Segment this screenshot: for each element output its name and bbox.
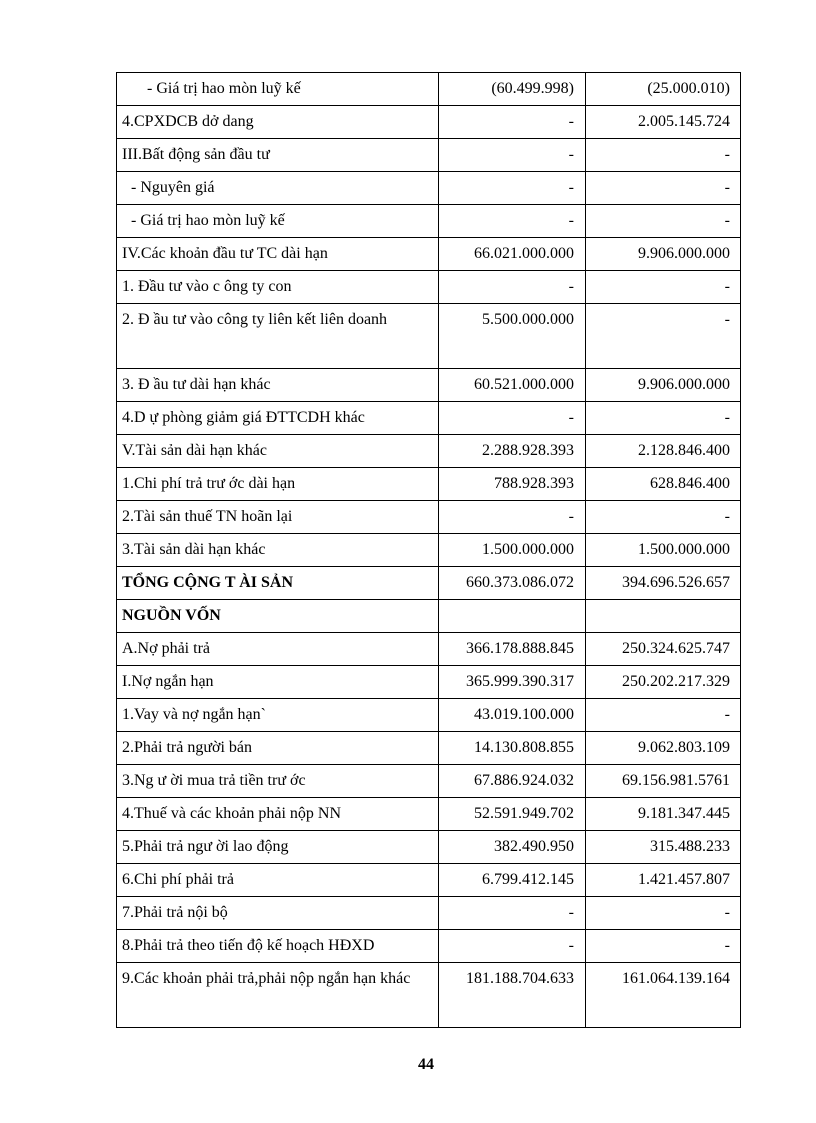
table-row (117, 402, 741, 435)
row-value-col2: 250.202.217.329 (586, 666, 741, 699)
row-label: 1. Đầu tư vào c ông ty con (117, 271, 439, 304)
row-label: 6.Chi phí phải trả (117, 864, 439, 897)
row-value-col2: 9.062.803.109 (586, 732, 741, 765)
table-row (117, 501, 741, 534)
table-row (117, 106, 741, 139)
row-value-col1: 660.373.086.072 (439, 567, 586, 600)
row-value-col1: 43.019.100.000 (439, 699, 586, 732)
row-value-col2: 250.324.625.747 (586, 633, 741, 666)
row-value-col2: - (586, 897, 741, 930)
row-value-col2: 161.064.139.164 (586, 963, 741, 1028)
row-value-col1: 66.021.000.000 (439, 238, 586, 271)
table-row (117, 73, 741, 106)
table-row (117, 699, 741, 732)
row-value-col1: - (439, 172, 586, 205)
table-row (117, 765, 741, 798)
row-value-col1: - (439, 139, 586, 172)
table-row (117, 567, 741, 600)
row-label: V.Tài sản dài hạn khác (117, 435, 439, 468)
row-value-col2: - (586, 271, 741, 304)
row-value-col1: 366.178.888.845 (439, 633, 586, 666)
row-label: 3. Đ ầu tư dài hạn khác (117, 369, 439, 402)
table-row (117, 798, 741, 831)
table-row (117, 666, 741, 699)
row-value-col1: (60.499.998) (439, 73, 586, 106)
row-label: A.Nợ phải trả (117, 633, 439, 666)
row-value-col2: - (586, 402, 741, 435)
row-value-col1: 14.130.808.855 (439, 732, 586, 765)
table-row (117, 172, 741, 205)
row-label: 4.D ự phòng giảm giá ĐTTCDH khác (117, 402, 439, 435)
row-value-col2: (25.000.010) (586, 73, 741, 106)
row-value-col2: 2.128.846.400 (586, 435, 741, 468)
row-value-col2: - (586, 501, 741, 534)
row-value-col2: - (586, 205, 741, 238)
row-value-col2: - (586, 304, 741, 369)
row-value-col2: 9.906.000.000 (586, 369, 741, 402)
row-value-col1: 5.500.000.000 (439, 304, 586, 369)
row-label: TỔNG CỘNG T ÀI SẢN (117, 567, 439, 600)
row-value-col1: 1.500.000.000 (439, 534, 586, 567)
row-label: - Giá trị hao mòn luỹ kế (117, 73, 439, 106)
row-label: IV.Các khoản đầu tư TC dài hạn (117, 238, 439, 271)
table-row (117, 271, 741, 304)
row-value-col2: 2.005.145.724 (586, 106, 741, 139)
row-label: 2. Đ ầu tư vào công ty liên kết liên doanh (117, 304, 439, 369)
row-value-col1: - (439, 897, 586, 930)
row-label: 7.Phải trả nội bộ (117, 897, 439, 930)
row-value-col1: 181.188.704.633 (439, 963, 586, 1028)
row-label: 5.Phải trả ngư ời lao động (117, 831, 439, 864)
row-value-col2: 9.906.000.000 (586, 238, 741, 271)
row-label: 4.CPXDCB dở dang (117, 106, 439, 139)
row-label: 3.Tài sản dài hạn khác (117, 534, 439, 567)
row-label: NGUỒN VỐN (117, 600, 439, 633)
table-row (117, 139, 741, 172)
row-value-col2: 628.846.400 (586, 468, 741, 501)
table-row (117, 369, 741, 402)
row-label: III.Bất động sản đầu tư (117, 139, 439, 172)
table-row (117, 963, 741, 1028)
row-value-col2: 1.421.457.807 (586, 864, 741, 897)
row-label: 4.Thuế và các khoản phải nộp NN (117, 798, 439, 831)
table-row (117, 930, 741, 963)
row-value-col1: - (439, 501, 586, 534)
row-value-col2 (586, 600, 741, 633)
row-value-col1: - (439, 930, 586, 963)
row-label: - Giá trị hao mòn luỹ kế (117, 205, 439, 238)
row-value-col2: 1.500.000.000 (586, 534, 741, 567)
page-number: 44 (418, 1056, 434, 1073)
table-row (117, 534, 741, 567)
table-row (117, 468, 741, 501)
row-label: I.Nợ ngắn hạn (117, 666, 439, 699)
row-value-col2: 69.156.981.5761 (586, 765, 741, 798)
row-label: 8.Phải trả theo tiến độ kế hoạch HĐXD (117, 930, 439, 963)
row-value-col1: 2.288.928.393 (439, 435, 586, 468)
row-value-col1: - (439, 205, 586, 238)
row-value-col1: - (439, 106, 586, 139)
row-label: 1.Chi phí trả trư ớc dài hạn (117, 468, 439, 501)
row-value-col2: - (586, 930, 741, 963)
row-value-col1: 788.928.393 (439, 468, 586, 501)
table-row (117, 831, 741, 864)
row-value-col1: 60.521.000.000 (439, 369, 586, 402)
table-row (117, 435, 741, 468)
row-value-col2: - (586, 699, 741, 732)
row-label: - Nguyên giá (117, 172, 439, 205)
balance-sheet-table (116, 72, 741, 1028)
row-value-col1: 382.490.950 (439, 831, 586, 864)
row-label: 2.Phải trả người bán (117, 732, 439, 765)
row-value-col1: - (439, 271, 586, 304)
row-label: 3.Ng ư ời mua trả tiền trư ớc (117, 765, 439, 798)
table-row (117, 897, 741, 930)
table-row (117, 600, 741, 633)
table-row (117, 304, 741, 369)
row-value-col1: 365.999.390.317 (439, 666, 586, 699)
row-value-col2: 315.488.233 (586, 831, 741, 864)
row-value-col1: - (439, 402, 586, 435)
row-value-col1: 52.591.949.702 (439, 798, 586, 831)
row-value-col2: - (586, 139, 741, 172)
row-value-col1: 67.886.924.032 (439, 765, 586, 798)
table-row (117, 732, 741, 765)
table-row (117, 238, 741, 271)
table-row (117, 205, 741, 238)
row-value-col2: - (586, 172, 741, 205)
row-label: 1.Vay và nợ ngắn hạn` (117, 699, 439, 732)
row-value-col1: 6.799.412.145 (439, 864, 586, 897)
row-value-col1 (439, 600, 586, 633)
table-row (117, 864, 741, 897)
row-value-col2: 394.696.526.657 (586, 567, 741, 600)
table-row (117, 633, 741, 666)
row-value-col2: 9.181.347.445 (586, 798, 741, 831)
row-label: 9.Các khoản phải trả,phải nộp ngắn hạn khác (117, 963, 439, 1028)
row-label: 2.Tài sản thuế TN hoãn lại (117, 501, 439, 534)
